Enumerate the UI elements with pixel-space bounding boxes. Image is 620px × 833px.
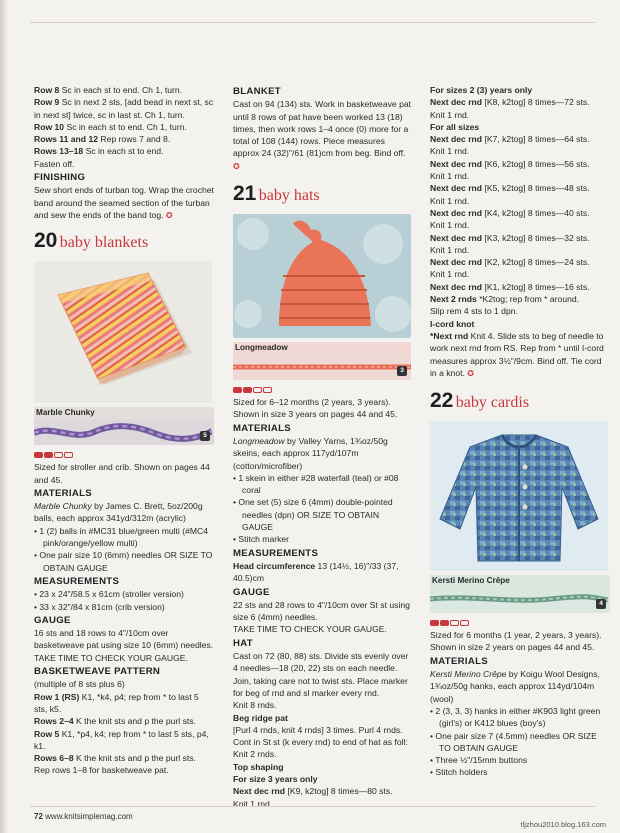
yarn-label: Kersti Merino Crêpe: [430, 575, 610, 587]
row-line: Next dec rnd [K8, k2tog] 8 times—72 sts.: [430, 97, 590, 108]
measurements-heading: MEASUREMENTS: [34, 575, 120, 587]
row-line: Next dec rnd [K6, k2tog] 8 times—56 sts.: [430, 158, 590, 169]
list-item: • Three ½"/15mm buttons: [430, 754, 610, 766]
materials-yarn: Marble Chunky by James C. Brett, 5oz/200g balls, each approx 341yd/312m (acrylic): [34, 501, 203, 524]
top-rule: [30, 22, 596, 23]
page-edge: [0, 0, 8, 833]
list-item: • 1 skein in either #28 waterfall (teal) or #08 coral: [233, 472, 411, 497]
blanket-heading: BLANKET: [233, 86, 281, 97]
section-title-hats: 21 baby hats: [233, 182, 320, 206]
blanket-photo: [34, 261, 212, 403]
list-item: • 33 x 32"/84 x 81cm (crib version): [34, 601, 214, 613]
ridge-heading: Beg ridge pat: [233, 712, 288, 723]
list-item: • Stitch holders: [430, 766, 610, 778]
materials-yarn: Longmeadow by Valley Yarns, 1¾oz/50g skeins, each approx 117yd/107m (cotton/microfiber): [233, 435, 388, 471]
finishing-text: Sew short ends of turban tog. Wrap the crochet band around the seamed section of the turban and sew the ends of the band tog. ✪: [34, 185, 214, 220]
skill-dots: [233, 384, 411, 390]
page-footer: [34, 812, 133, 821]
list-item: • One set (5) size 6 (4mm) double-pointed needles (dpn) OR SIZE TO OBTAIN GAUGE: [233, 496, 411, 533]
hat-illustration: [233, 214, 411, 338]
hat-heading: HAT: [233, 637, 253, 649]
gauge-text: 16 sts and 18 rows to 4"/10cm over basketweave pat using size 10 (6mm) needles.: [34, 628, 214, 651]
head-circumference: Head circumference 13 (14½, 16)"/33 (37, 40.5)cm: [233, 560, 399, 584]
list-item: • 23 x 24"/58.5 x 61cm (stroller version): [34, 588, 214, 600]
skill-level-badge: 5: [200, 431, 210, 441]
list-item: • One pair size 10 (6mm) needles OR SIZE TO OBTAIN GAUGE: [34, 549, 214, 574]
yarn-strand: [430, 587, 610, 613]
row-line: Next dec rnd [K4, k2tog] 8 times—40 sts.: [430, 207, 590, 218]
list-item: • Stitch marker: [233, 533, 411, 545]
row-line: Rows 6–8 K the knit sts and p the purl sts.: [34, 753, 196, 764]
blanket-illustration: [34, 261, 212, 403]
gauge-heading: GAUGE: [34, 614, 71, 626]
skill-dots: [34, 449, 214, 455]
yarn-strand: [34, 419, 214, 445]
column-1: [34, 84, 214, 777]
row-line: Rows 11 and 12 Rep rows 7 and 8.: [34, 134, 171, 145]
list-item: • 1 (2) balls in #MC31 blue/green multi (#MC4 pink/orange/yellow multi): [34, 525, 214, 550]
size-intro: Sized for stroller and crib. Shown on pages 44 and 45.: [34, 462, 210, 485]
cardigan-illustration: [430, 421, 608, 571]
ridge-text: [Purl 4 rnds, knit 4 rnds] 3 times. Purl 4 rnds. Cont in St st (k every rnd) to end of hat as foll: Knit 2 rnds.: [233, 724, 408, 760]
gauge-check: TAKE TIME TO CHECK YOUR GAUGE.: [34, 652, 188, 663]
section-title-blankets: 20 baby blankets: [34, 229, 149, 253]
list-item: • 2 (3, 3, 3) hanks in either #K903 light green (girl's) or K412 blues (boy's): [430, 705, 610, 730]
row-line: Knit 1 rnd.: [430, 269, 470, 280]
end-mark-icon: ✪: [233, 161, 240, 171]
row-line: Fasten off.: [34, 158, 75, 169]
top-heading: Top shaping: [233, 761, 284, 772]
gauge-text: 22 sts and 28 rows to 4"/10cm over St st using size 6 (4mm) needles.: [233, 599, 410, 623]
row-line: Knit 1 rnd.: [233, 798, 273, 809]
row-line: Row 8 Sc in each st to end. Ch 1, turn.: [34, 85, 183, 95]
page-number: 72: [34, 812, 43, 821]
row-line: Row 10 Sc in each st to end. Ch 1, turn.: [34, 121, 187, 132]
hat-knit: Knit 8 rnds.: [233, 700, 277, 711]
hat-text: Cast on 72 (80, 88) sts. Divide sts evenly over 4 needles—18 (20, 22) sts on each needle. Join, taking care not to twist sts. Place marker for beg of rnd and sl marker every rnd.: [233, 651, 409, 698]
yarn-label: Longmeadow: [233, 342, 411, 354]
end-mark-icon: ✪: [165, 210, 173, 220]
row-line: Next 2 rnds *K2tog; rep from * around.: [430, 294, 580, 305]
skill-level-badge: 4: [596, 599, 606, 609]
materials-heading: MATERIALS: [430, 655, 488, 667]
footer-url: www.knitsimplemag.com: [45, 812, 133, 821]
row-line: Knit 1 rnd.: [430, 220, 470, 231]
finishing-heading: FINISHING: [34, 172, 86, 184]
footer-rule: [30, 806, 596, 807]
list-item: • One pair size 7 (4.5mm) needles OR SIZE TO OBTAIN GAUGE: [430, 730, 610, 755]
materials-heading: MATERIALS: [34, 487, 92, 499]
row-line: Rep rows 1–8 for basketweave pat.: [34, 765, 169, 776]
all-sizes-heading: For all sizes: [430, 121, 480, 132]
top-sub: For size 3 years only: [233, 773, 318, 784]
row-line: Next dec rnd [K5, k2tog] 8 times—48 sts.: [430, 183, 590, 194]
gauge-check: TAKE TIME TO CHECK YOUR GAUGE.: [233, 624, 387, 635]
sizes-heading: For sizes 2 (3) years only: [430, 85, 533, 95]
yarn-strand: [233, 354, 411, 380]
row-line: Knit 1 rnd.: [430, 244, 470, 255]
row-line: Next dec rnd [K7, k2tog] 8 times—64 sts.: [430, 134, 590, 145]
watermark: tljzhou2010.blog.163.com: [520, 820, 606, 829]
row-line: Next dec rnd [K9, k2tog] 8 times—80 sts.: [233, 786, 393, 797]
row-line: Knit 1 rnd.: [430, 146, 470, 157]
icord-heading: I-cord knot: [430, 318, 475, 329]
measurements-heading: MEASUREMENTS: [233, 547, 319, 559]
column-2: [233, 84, 411, 810]
skill-level-badge: 3: [397, 366, 407, 376]
row-line: Knit 1 rnd.: [430, 171, 470, 182]
row-line: Rows 2–4 K the knit sts and p the purl sts.: [34, 716, 196, 727]
row-line: Next dec rnd [K1, k2tog] 8 times—16 sts.: [430, 281, 590, 292]
column-3: [430, 84, 610, 779]
cardigan-photo: [430, 421, 608, 571]
row-line: Row 1 (RS) K1, *k4, p4; rep from * to last 5 sts, k5.: [34, 691, 199, 714]
blanket-text: Cast on 94 (134) sts. Work in basketweave pat until 8 rows of pat have been worked 13 (18) times, then work rows 1–4 once (0) more for a total of 108 (144) rows. Piece measures approx 24 (32)"/61 (81)cm from beg. Bind off. ✪: [233, 99, 412, 171]
end-mark-icon: ✪: [467, 368, 474, 378]
row-line: Row 9 Sc in next 2 sts, [add bead in next st, sc in next st] twice, sc in last st. Ch 1, turn.: [34, 97, 214, 120]
hat-photo: [233, 214, 411, 338]
row-line: Knit 1 rnd.: [430, 109, 470, 120]
pattern-sub: (multiple of 8 sts plus 6): [34, 679, 125, 690]
row-line: Next dec rnd [K2, k2tog] 8 times—24 sts.: [430, 257, 590, 268]
skill-dots: [430, 617, 610, 623]
materials-yarn: Kersti Merino Crêpe by Koigu Wool Designs, 1¾oz/50g hanks, each approx 114yd/104m (wool): [430, 669, 600, 704]
row-line: Knit 1 rnd.: [430, 195, 470, 206]
icord-text: *Next rnd Knit 4. Slide sts to beg of needle to work next rnd from RS. Rep from * until I-cord measures approx 3½"/9cm. Bind off. Tie cord in a knot. ✪: [430, 330, 604, 378]
yarn-label: Marble Chunky: [34, 407, 214, 419]
pattern-heading: BASKETWEAVE PATTERN: [34, 666, 161, 678]
size-intro: Sized for 6 months (1 year, 2 years, 3 years). Shown in size 2 years on pages 44 and 45.: [430, 630, 602, 653]
gauge-heading: GAUGE: [233, 586, 270, 598]
row-line: Row 5 K1, *p4, k4; rep from * to last 5 sts, p4, k1.: [34, 728, 209, 751]
row-line: Slip rem 4 sts to 1 dpn.: [430, 306, 518, 317]
size-intro: Sized for 6–12 months (2 years, 3 years). Shown in size 3 years on pages 44 and 45.: [233, 397, 398, 420]
materials-heading: MATERIALS: [233, 422, 291, 434]
row-line: Rows 13–18 Sc in each st to end.: [34, 146, 164, 157]
row-line: Next dec rnd [K3, k2tog] 8 times—32 sts.: [430, 232, 590, 243]
section-title-cardis: 22 baby cardis: [430, 389, 530, 413]
